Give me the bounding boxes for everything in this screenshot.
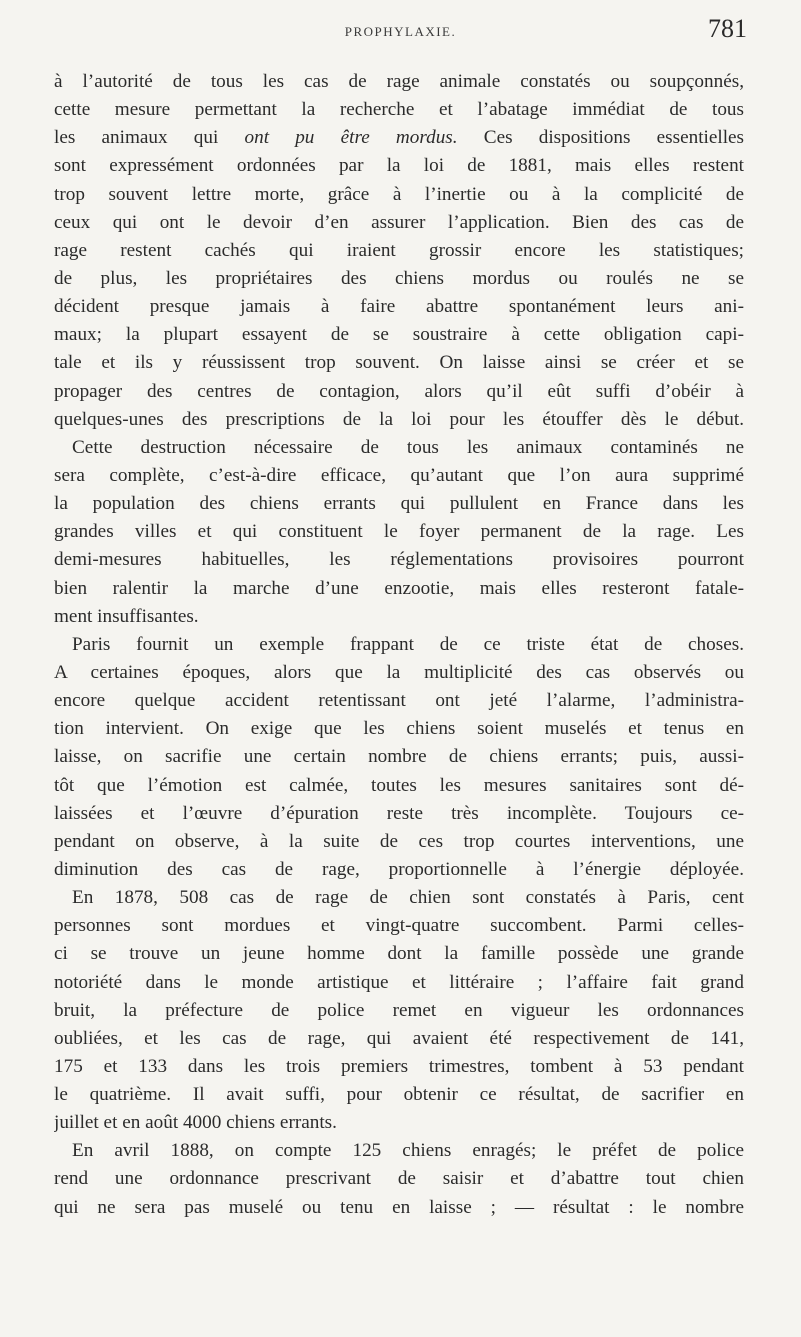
- italic-phrase: ont pu être mordus.: [244, 127, 458, 149]
- text-line: de plus, les propriétaires des chiens mordus ou roulés ne se: [54, 267, 744, 289]
- text-line: maux; la plupart essayent de se soustraire à cette obligation capi-: [54, 324, 744, 346]
- text-line: encore quelque accident retentissant ont jeté l’alarme, l’administra-: [54, 690, 744, 712]
- text-line: à l’autorité de tous les cas de rage animale constatés ou soupçonnés,: [54, 71, 744, 92]
- running-title: PROPHYLAXIE.: [344, 24, 457, 39]
- text-line: le quatrième. Il avait suffi, pour obtenir ce résultat, de sacrifier en: [54, 1084, 744, 1106]
- text-line: tale et ils y réussissent trop souvent. On laisse ainsi se créer et se: [54, 352, 744, 374]
- text-line: demi-mesures habituelles, les réglementations provisoires pourront: [54, 549, 744, 571]
- text-line: grandes villes et qui constituent le foyer permanent de la rage. Les: [54, 521, 744, 543]
- text-line: laissées et l’œuvre d’épuration reste très incomplète. Toujours ce-: [54, 802, 744, 824]
- text-line: propager des centres de contagion, alors qu’il eût suffi d’obéir à: [54, 380, 744, 402]
- text-line: décident presque jamais à faire abattre spontanément leurs ani-: [54, 296, 744, 318]
- text-line: Paris fournit un exemple frappant de ce triste état de choses.: [72, 633, 744, 655]
- text-line: Cette destruction nécessaire de tous les animaux contaminés ne: [72, 436, 744, 458]
- text-line: tion intervient. On exige que les chiens soient muselés et tenus en: [54, 718, 744, 740]
- text-line: tôt que l’émotion est calmée, toutes les mesures sanitaires sont dé-: [54, 774, 744, 796]
- text-line: rage restent cachés qui iraient grossir encore les statistiques;: [54, 239, 744, 261]
- text-line: pendant on observe, à la suite de ces trop courtes interventions, une: [54, 830, 744, 852]
- text-line: trop souvent lettre morte, grâce à l’inertie ou à la complicité de: [54, 183, 744, 205]
- text-line: la population des chiens errants qui pullulent en France dans les: [54, 493, 744, 515]
- page-number: 781: [708, 14, 747, 43]
- text-line: 175 et 133 dans les trois premiers trimestres, tombent à 53 pendant: [54, 1055, 744, 1077]
- text-line: personnes sont mordues et vingt-quatre succombent. Parmi celles-: [54, 915, 744, 937]
- text-line: ceux qui ont le devoir d’en assurer l’application. Bien des cas de: [54, 211, 744, 233]
- text-line: ci se trouve un jeune homme dont la famille possède une grande: [54, 943, 744, 965]
- text-line: notoriété dans le monde artistique et littéraire ; l’affaire fait grand: [54, 971, 744, 993]
- text-line: cette mesure permettant la recherche et l’abatage immédiat de tous: [54, 99, 744, 121]
- text-line: juillet et en août 4000 chiens errants.: [54, 1112, 337, 1134]
- text-line: rend une ordonnance prescrivant de saisir et d’abattre tout chien: [54, 1168, 744, 1190]
- text-line: laisse, on sacrifie une certain nombre de chiens errants; puis, aussi-: [54, 746, 744, 768]
- running-head: [0, 14, 801, 54]
- text-line: A certaines époques, alors que la multiplicité des cas observés ou: [54, 661, 744, 683]
- text-line: bien ralentir la marche d’une enzootie, mais elles resteront fatale-: [54, 577, 744, 599]
- text-segment: Ces dispositions essentielles: [457, 127, 744, 149]
- text-line: [54, 124, 744, 152]
- text-line: quelques-unes des prescriptions de la loi pour les étouffer dès le début.: [54, 408, 744, 430]
- text-line: sera complète, c’est-à-dire efficace, qu’autant que l’on aura supprimé: [54, 464, 744, 486]
- text-line: sont expressément ordonnées par la loi de 1881, mais elles restent: [54, 155, 744, 177]
- text-segment: les animaux qui: [54, 127, 245, 149]
- text-line: En avril 1888, on compte 125 chiens enragés; le préfet de police: [72, 1140, 744, 1162]
- text-line: En 1878, 508 cas de rage de chien sont constatés à Paris, cent: [72, 887, 744, 909]
- text-line: oubliées, et les cas de rage, qui avaient été respectivement de 141,: [54, 1027, 744, 1049]
- text-line: ment insuffisantes.: [54, 605, 199, 627]
- text-line: qui ne sera pas muselé ou tenu en laisse ; — résultat : le nombre: [54, 1196, 744, 1218]
- body-text: [54, 68, 744, 1222]
- text-line: bruit, la préfecture de police remet en vigueur les ordonnances: [54, 999, 744, 1021]
- text-line: diminution des cas de rage, proportionnelle à l’énergie déployée.: [54, 858, 744, 880]
